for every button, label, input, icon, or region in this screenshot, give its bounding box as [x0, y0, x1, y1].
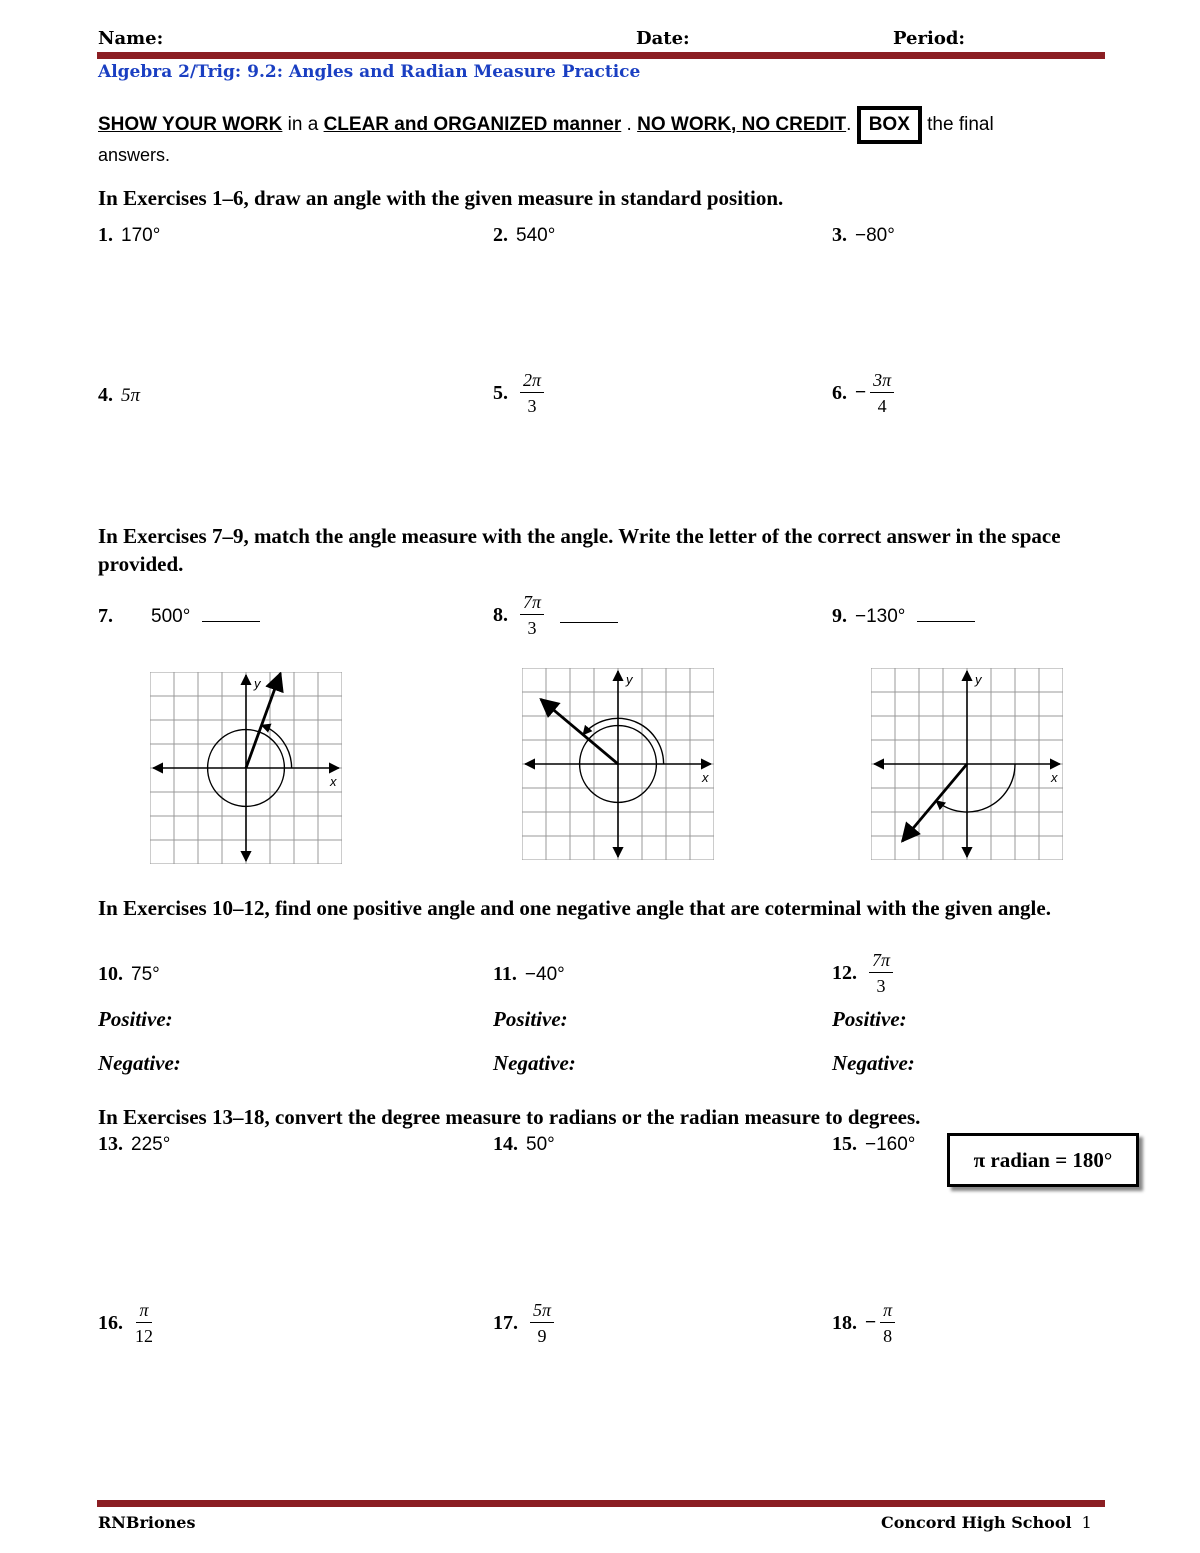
exercise-number: 14.: [493, 1133, 518, 1155]
no-work-text: NO WORK, NO CREDIT: [637, 114, 847, 135]
exercise-number: 3.: [832, 224, 847, 246]
exercise-14: [493, 1133, 555, 1156]
answer-blank[interactable]: [202, 607, 260, 622]
exercise-number: 5.: [493, 381, 508, 404]
exercise-value: 5π: [121, 385, 141, 406]
footer-rule: [97, 1500, 1105, 1507]
fraction: [869, 950, 893, 996]
exercise-12: [832, 950, 897, 996]
minus-sign: −: [855, 382, 867, 403]
date-label: Date:: [636, 28, 690, 49]
exercise-7: [98, 605, 260, 628]
exercise-value: −80°: [855, 225, 895, 246]
exercise-number: 7.: [98, 605, 113, 627]
negative-label-12: Negative:: [832, 1051, 915, 1075]
fraction: [135, 1300, 153, 1346]
exercise-value: 75°: [131, 964, 160, 985]
name-label: Name:: [98, 28, 164, 49]
denominator: 3: [876, 976, 886, 996]
numerator: 7π: [520, 592, 544, 615]
conversion-formula-box: π radian = 180°: [947, 1133, 1139, 1187]
instructions-answers: answers.: [98, 145, 171, 165]
exercise-number: 12.: [832, 961, 857, 984]
exercise-8: [493, 592, 618, 638]
clear-text: CLEAR and ORGANIZED manner: [323, 114, 622, 135]
positive-label-11: Positive:: [493, 1007, 568, 1031]
section3-heading: In Exercises 10–12, find one positive angle and one negative angle that are coterminal with the given angle.: [98, 896, 1051, 920]
terminal-side: [541, 699, 618, 764]
rotation-arc: [583, 718, 664, 764]
angle-graph-b: [522, 668, 714, 860]
section2-heading: In Exercises 7–9, match the angle measure with the angle. Write the letter of the correct answer in the space provided.: [98, 524, 1061, 576]
denominator: 9: [537, 1326, 547, 1346]
section4-heading: In Exercises 13–18, convert the degree measure to radians or the radian measure to degrees.: [98, 1105, 921, 1129]
denominator: 4: [877, 396, 887, 416]
numerator: 3π: [870, 370, 894, 393]
exercise-value: 540°: [516, 225, 556, 246]
header-rule: [97, 52, 1105, 59]
numerator: π: [136, 1300, 151, 1323]
exercise-number: 9.: [832, 605, 847, 627]
instr-text: .: [846, 114, 857, 135]
period-label: Period:: [893, 28, 966, 49]
exercise-number: 15.: [832, 1133, 857, 1155]
y-axis-label: y: [254, 676, 261, 691]
instructions: [98, 106, 994, 144]
school-name: Concord High School: [881, 1513, 1072, 1532]
exercise-value: 170°: [121, 225, 161, 246]
section1-heading: In Exercises 1–6, draw an angle with the given measure in standard position.: [98, 186, 784, 210]
instr-text: the final: [921, 114, 994, 135]
exercise-18: [832, 1300, 899, 1346]
y-axis-label: y: [975, 672, 982, 687]
exercise-value: −160°: [865, 1134, 916, 1155]
positive-label-12: Positive:: [832, 1007, 907, 1031]
exercise-number: 8.: [493, 603, 508, 626]
exercise-value: −40°: [524, 964, 565, 985]
denominator: 12: [135, 1326, 153, 1346]
exercise-number: 11.: [493, 963, 517, 985]
exercise-1: [98, 224, 160, 247]
exercise-2: [493, 224, 555, 247]
exercise-9: [832, 605, 975, 628]
exercise-5: [493, 370, 548, 416]
terminal-side: [902, 764, 967, 841]
answer-blank[interactable]: [560, 608, 618, 623]
exercise-13: [98, 1133, 170, 1156]
exercise-number: 17.: [493, 1311, 518, 1334]
exercise-number: 1.: [98, 224, 113, 246]
numerator: 2π: [520, 370, 544, 393]
denominator: 3: [527, 618, 537, 638]
denominator: 8: [883, 1326, 893, 1346]
course-name: Algebra 2/Trig:: [98, 62, 242, 82]
box-word: BOX: [857, 106, 922, 144]
worksheet-title: [98, 62, 640, 82]
y-axis-label: y: [626, 672, 633, 687]
x-axis-label: x: [330, 774, 337, 789]
fraction: [520, 370, 544, 416]
exercise-6: [832, 370, 898, 416]
footer-school: [881, 1513, 1092, 1532]
exercise-15: [832, 1133, 915, 1156]
fraction: [520, 592, 544, 638]
exercise-11: [493, 963, 565, 986]
x-axis-label: x: [702, 770, 709, 785]
show-work-text: SHOW YOUR WORK: [98, 114, 283, 135]
fraction: [530, 1300, 554, 1346]
fraction: [870, 370, 894, 416]
negative-label-11: Negative:: [493, 1051, 576, 1075]
exercise-number: 13.: [98, 1133, 123, 1155]
minus-sign: −: [865, 1312, 877, 1333]
page-number: 1: [1081, 1513, 1092, 1532]
exercise-number: 2.: [493, 224, 508, 246]
angle-graph-c: [871, 668, 1063, 860]
exercise-value: 500°: [151, 606, 191, 627]
exercise-value: 225°: [131, 1134, 171, 1155]
exercise-number: 4.: [98, 384, 113, 406]
fraction: [880, 1300, 895, 1346]
terminal-side: [246, 673, 280, 768]
numerator: π: [880, 1300, 895, 1323]
exercise-number: 16.: [98, 1311, 123, 1334]
negative-label-10: Negative:: [98, 1051, 181, 1075]
exercise-3: [832, 224, 895, 247]
exercise-value: −130°: [855, 606, 906, 627]
instr-text: .: [621, 114, 638, 135]
x-axis-label: x: [1051, 770, 1058, 785]
exercise-value: 50°: [526, 1134, 555, 1155]
exercise-number: 10.: [98, 963, 123, 985]
exercise-number: 18.: [832, 1311, 857, 1334]
exercise-16: [98, 1300, 157, 1346]
positive-label-10: Positive:: [98, 1007, 173, 1031]
denominator: 3: [527, 396, 537, 416]
instr-text: in a: [282, 114, 324, 135]
numerator: 7π: [869, 950, 893, 973]
topic-name: 9.2: Angles and Radian Measure Practice: [247, 62, 641, 82]
exercise-17: [493, 1300, 558, 1346]
exercise-10: [98, 963, 160, 986]
exercise-number: 6.: [832, 381, 847, 404]
numerator: 5π: [530, 1300, 554, 1323]
rotation-arc: [262, 725, 292, 768]
exercise-4: [98, 384, 140, 407]
answer-blank[interactable]: [917, 607, 975, 622]
angle-graph-a: [150, 672, 342, 864]
footer-author: RNBriones: [98, 1513, 196, 1532]
